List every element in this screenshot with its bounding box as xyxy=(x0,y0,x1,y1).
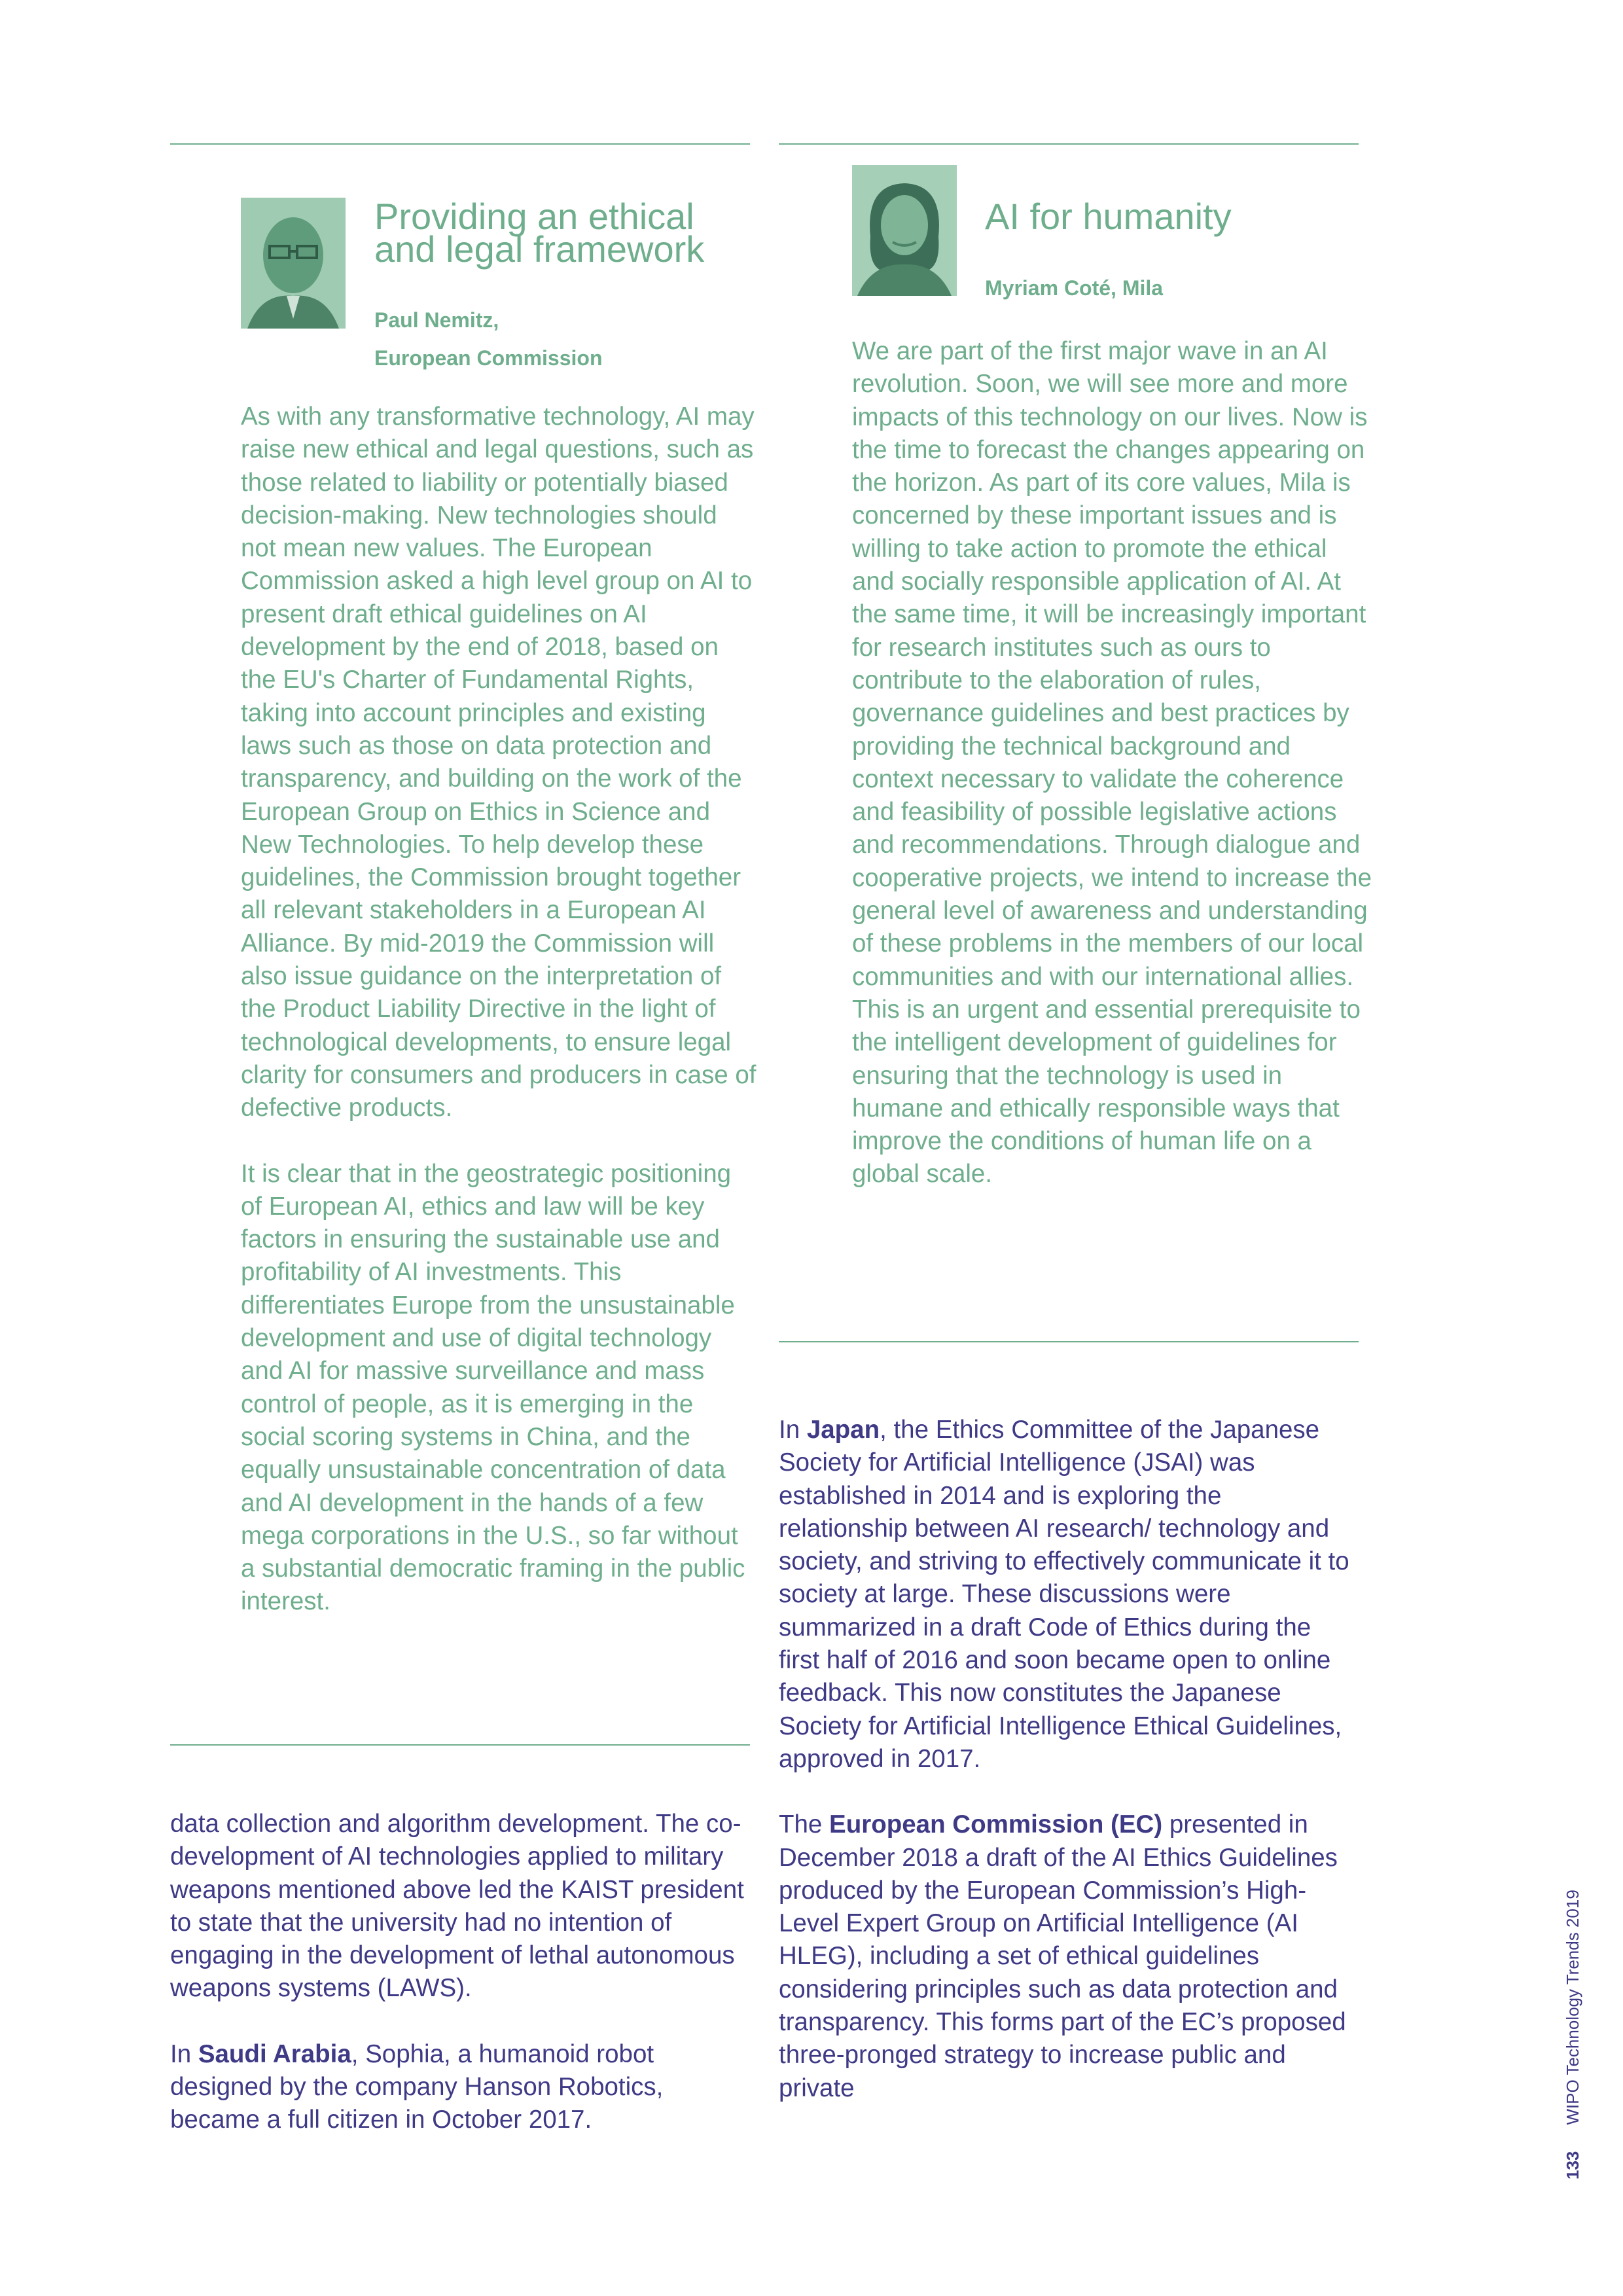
text-run: presented in December 2018 a draft of the AI Ethics Guidelines produced by the European Commission’s High-Level Expert Group on Artificial Intelligence (AI HLEG), including a set of ethical guidelines considering principles such as data protection and transparency. This forms part of the EC’s proposed three-pronged strategy to increase public and private xyxy=(779,1810,1346,2102)
body-left-paragraph-1: data collection and algorithm development. The co-development of AI technologies applied to military weapons mentioned above led the KAIST president to state that the university had no intention of engaging in the development of lethal autonomous weapons systems (LAWS). xyxy=(170,1810,744,2003)
text-run: In xyxy=(779,1416,807,1444)
body-right-column xyxy=(779,1414,1355,2105)
body-left-column xyxy=(170,1808,746,2137)
left-box-title xyxy=(374,196,705,270)
left-box-paragraph-1: As with any transformative technology, AI may raise new ethical and legal questions, such as those related to liability or potentially biased decision-making. New technologies should not mean new values. The European Commission asked a high level group on AI to present draft ethical guidelines on AI development by the end of 2018, based on the EU's Charter of Fundamental Rights, taking into account principles and existing laws such as those on data protection and transparency, and building on the work of the European Group on Ethics in Science and New Technologies. To help develop these guidelines, the Commission brought together all relevant stakeholders in a European AI Alliance. By mid-2019 the Commission will also issue guidance on the interpretation of the Product Liability Directive in the light of technological developments, to ensure legal clarity for consumers and producers in case of defective products. xyxy=(241,403,757,1122)
publication-title: WIPO Technology Trends 2019 xyxy=(1563,1890,1582,2125)
right-box-bottom-rule xyxy=(779,1341,1359,1342)
top-rule-left xyxy=(170,143,750,145)
footer-rotated xyxy=(1563,1890,1582,2179)
right-box-author: Myriam Coté, Mila xyxy=(985,276,1164,300)
text-run: , Sophia, a humanoid robot designed by the company Hanson Robotics, became a full citizen in October 2017. xyxy=(170,2039,664,2134)
country-saudi-arabia: Saudi Arabia xyxy=(198,2039,351,2068)
right-box-title: AI for humanity xyxy=(985,196,1232,237)
body-right-paragraph-1 xyxy=(779,1414,1355,1776)
left-box-title-line1: Providing an ethical xyxy=(374,196,694,237)
left-box-body xyxy=(241,401,758,1619)
left-box-bottom-rule xyxy=(170,1744,750,1746)
page-number: 133 xyxy=(1563,2151,1582,2179)
portrait-myriam-cote xyxy=(852,165,957,296)
author-org: European Commission xyxy=(374,346,603,370)
left-box-paragraph-2: It is clear that in the geostrategic positioning of European AI, ethics and law will be key factors in ensuring the sustainable use and profitability of AI investments. This differentiates Europe from the unsustainable development and use of digital technology and AI for massive surveillance and mass control of people, as it is emerging in the social scoring systems in China, and the equally unsustainable concentration of data and AI development in the hands of a few mega corporations in the U.S., so far without a substantial democratic framing in the public interest. xyxy=(241,1159,745,1616)
body-right-paragraph-2 xyxy=(779,1808,1355,2105)
text-run: The xyxy=(779,1810,830,1839)
country-japan: Japan xyxy=(806,1416,880,1444)
left-box-title-line2: and legal framework xyxy=(374,228,705,270)
author-name: Paul Nemitz, xyxy=(374,308,499,332)
left-box-author xyxy=(374,301,603,377)
right-box-paragraph: We are part of the first major wave in an AI revolution. Soon, we will see more and more impacts of this technology on our lives. Now is the time to forecast the changes appearing on the horizon. As part of its core values, Mila is concerned by these important issues and is willing to take action to promote the ethical and socially responsible application of AI. At the same time, it will be increasingly important for research institutes such as ours to contribute to the elaboration of rules, governance guidelines and best practices by providing the technical background and context necessary to validate the coherence and feasibility of possible legislative actions and recommendations. Through dialogue and cooperative projects, we intend to increase the general level of awareness and understanding of these problems in the members of our local communities and with our international allies. This is an urgent and essential prerequisite to the intelligent development of guidelines for ensuring that the technology is used in humane and ethically responsible ways that improve the conditions of human life on a global scale. xyxy=(852,337,1372,1189)
body-left-paragraph-2 xyxy=(170,2038,746,2137)
org-european-commission: European Commission (EC) xyxy=(829,1810,1163,1839)
portrait-paul-nemitz xyxy=(241,198,346,329)
top-rule-right xyxy=(779,143,1359,145)
text-run: In xyxy=(170,2039,198,2068)
right-box-body xyxy=(852,335,1376,1191)
text-run: , the Ethics Committee of the Japanese Society for Artificial Intelligence (JSAI) was established in 2014 and is exploring the relationship between AI research/ technology and society, and striving to effectively communicate it to society at large. These discussions were summarized in a draft Code of Ethics during the first half of 2016 and soon became open to online feedback. This now constitutes the Japanese Society for Artificial Intelligence Ethical Guidelines, approved in 2017. xyxy=(779,1416,1349,1773)
